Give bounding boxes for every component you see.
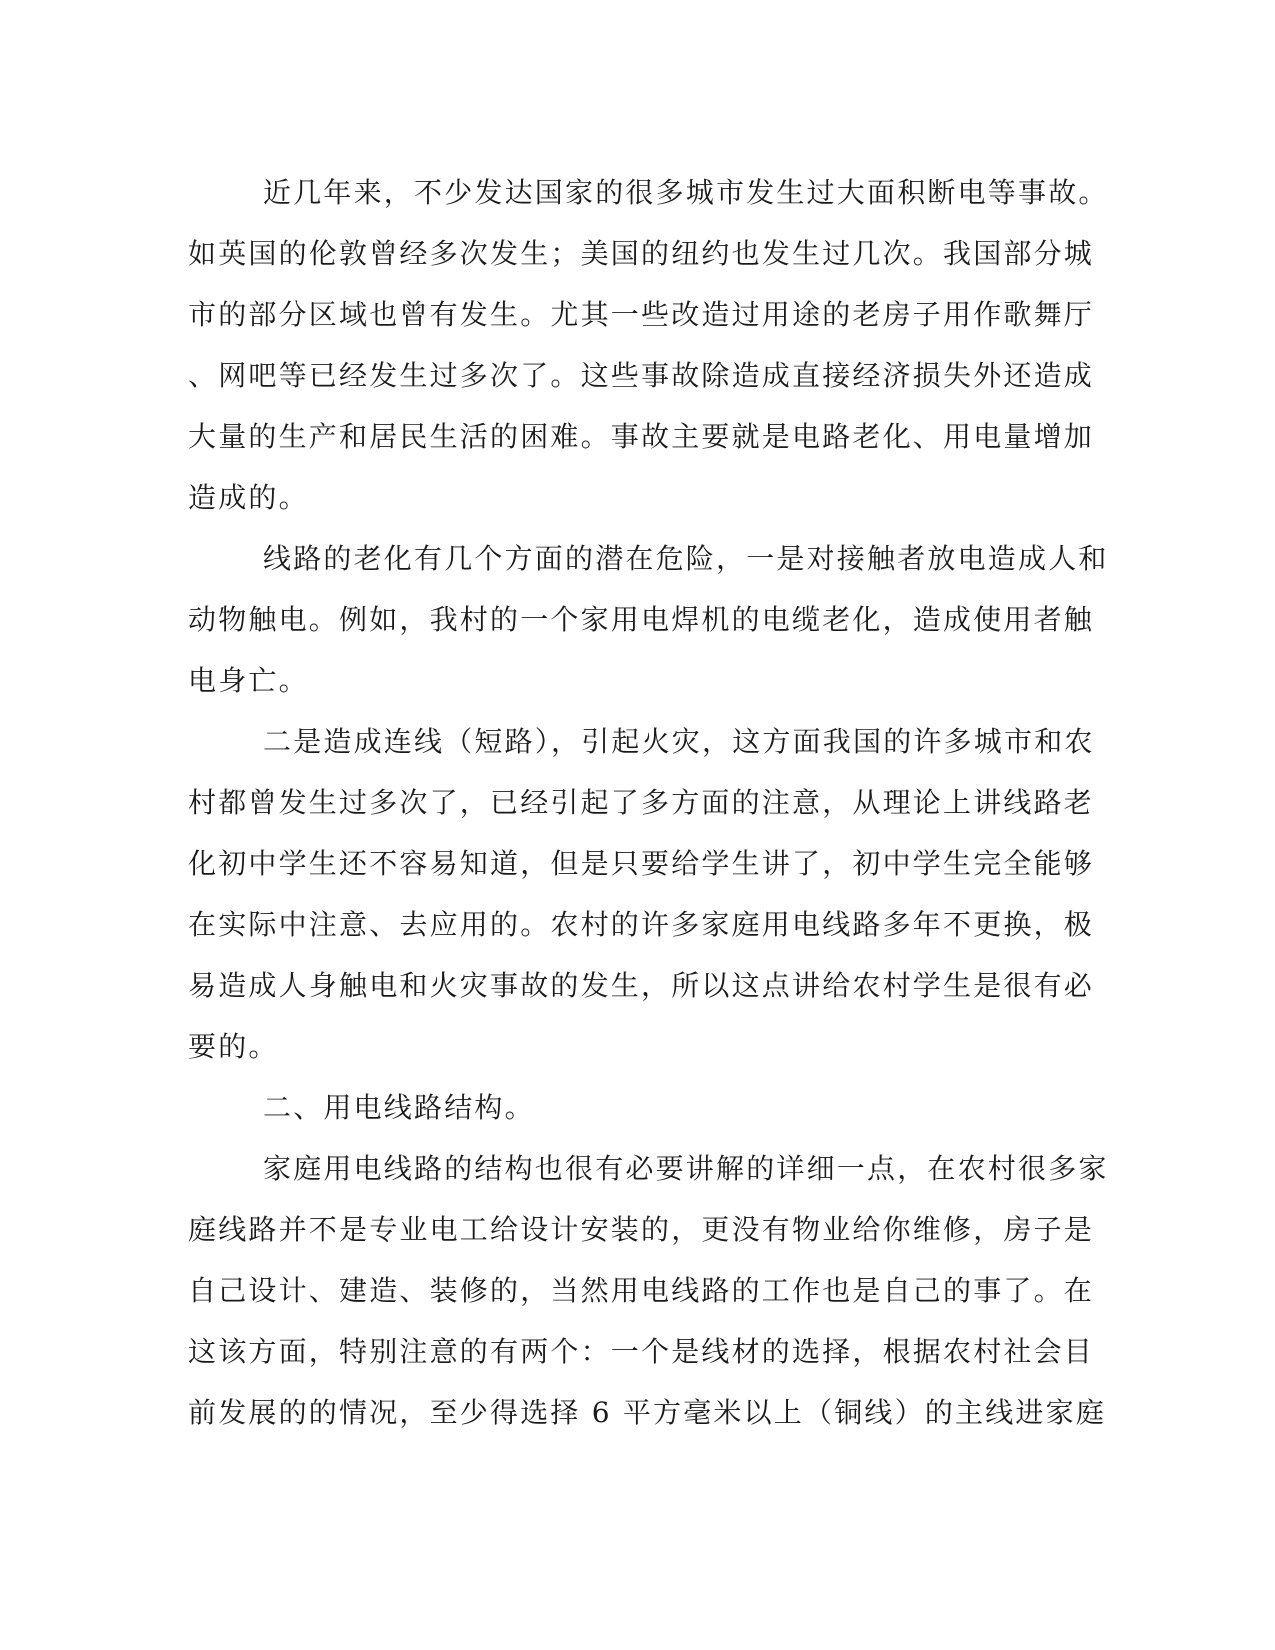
text-line: 村都曾发生过多次了，已经引起了多方面的注意，从理论上讲线路老 [188,786,1095,819]
text-line: 电身亡。 [188,664,309,697]
text-line: 要的。 [188,1030,279,1063]
text-line: 二、用电线路结构。 [263,1091,535,1124]
text-line: 大量的生产和居民生活的困难。事故主要就是电路老化、用电量增加 [188,420,1095,453]
text-line: 前发展的的情况，至少得选择 6 平方毫米以上（铜线）的主线进家庭 [188,1396,1107,1429]
text-line: 家庭用电线路的结构也很有必要讲解的详细一点，在农村很多家 [263,1152,1109,1185]
text-line: 近几年来，不少发达国家的很多城市发生过大面积断电等事故。 [263,176,1109,209]
text-line: 二是造成连线（短路），引起火灾，这方面我国的许多城市和农 [263,725,1095,758]
text-line: 市的部分区域也曾有发生。尤其一些改造过用途的老房子用作歌舞厅 [188,298,1095,331]
document-body [188,162,1109,1443]
text-line: 自己设计、建造、装修的，当然用电线路的工作也是自己的事了。在 [188,1274,1095,1307]
text-line: 造成的。 [188,481,309,514]
paragraph-blackout-incidents [188,162,1109,528]
text-line: 、网吧等已经发生过多次了。这些事故除造成直接经济损失外还造成 [188,359,1095,392]
text-line: 动物触电。例如，我村的一个家用电焊机的电缆老化，造成使用者触 [188,603,1095,636]
text-line: 这该方面，特别注意的有两个：一个是线材的选择，根据农村社会目 [188,1335,1095,1368]
text-line: 化初中学生还不容易知道，但是只要给学生讲了，初中学生完全能够 [188,847,1095,880]
text-line: 易造成人身触电和火灾事故的发生，所以这点讲给农村学生是很有必 [188,969,1095,1002]
paragraph-aging-risks [188,528,1109,711]
section-heading-wiring-structure [188,1077,1068,1138]
paragraph-home-wiring [188,1138,1109,1443]
paragraph-short-circuit [188,711,1095,1077]
text-line: 线路的老化有几个方面的潜在危险，一是对接触者放电造成人和 [263,542,1109,575]
text-line: 如英国的伦敦曾经多次发生；美国的纽约也发生过几次。我国部分城 [188,237,1095,270]
text-line: 在实际中注意、去应用的。农村的许多家庭用电线路多年不更换，极 [188,908,1095,941]
text-line: 庭线路并不是专业电工给设计安装的，更没有物业给你维修，房子是 [188,1213,1095,1246]
